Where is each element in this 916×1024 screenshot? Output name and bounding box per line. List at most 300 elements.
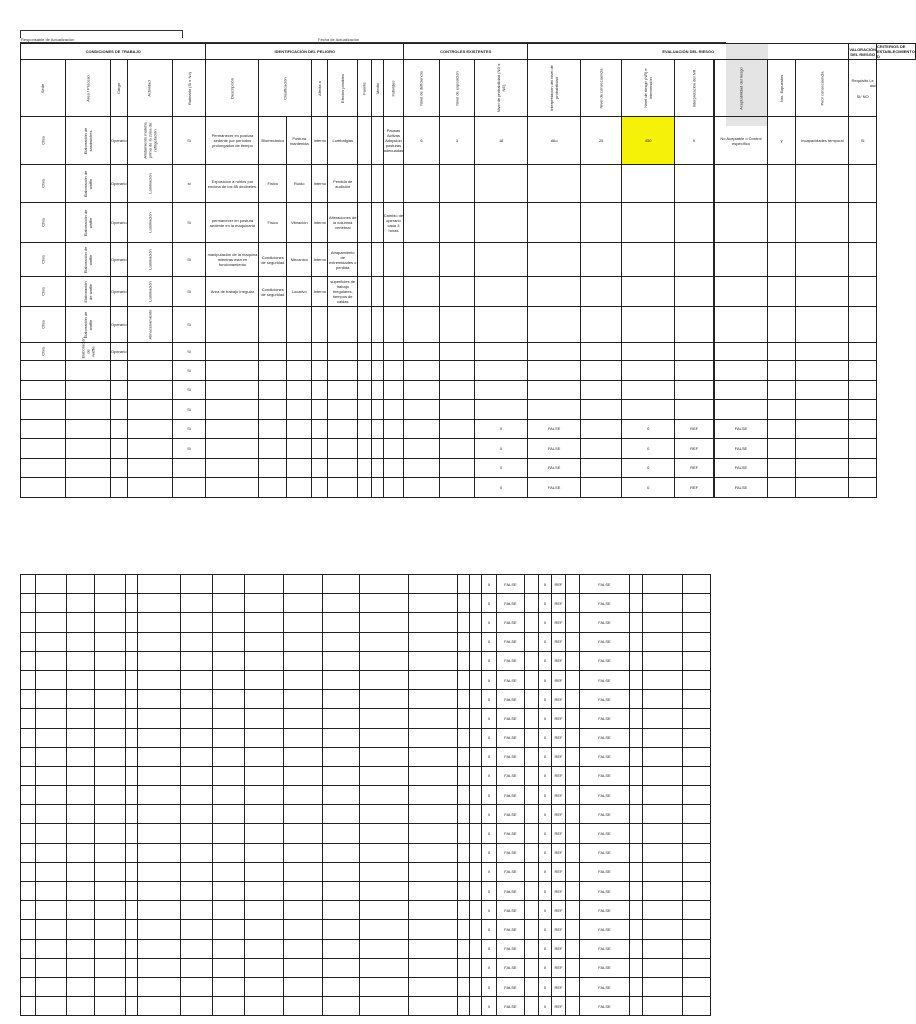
cell-req xyxy=(849,458,877,478)
cell-afecta xyxy=(245,824,284,843)
cell-sede xyxy=(21,882,36,901)
cell-efectos xyxy=(284,766,323,785)
cell-afecta xyxy=(312,400,328,420)
cell-clas2 xyxy=(213,939,245,958)
cell-interp: FALSE xyxy=(497,901,525,920)
cell-inr xyxy=(675,400,714,420)
cell-exp xyxy=(630,575,643,594)
cell-fuente xyxy=(323,958,360,977)
cell-cargo xyxy=(111,478,128,498)
cell-ne xyxy=(439,380,474,400)
cell-ne xyxy=(439,400,474,420)
cell-area xyxy=(36,843,67,862)
cell-efectos xyxy=(328,380,358,400)
cell-ne xyxy=(439,361,474,381)
cell-descripcion xyxy=(206,361,259,381)
cell-afecta xyxy=(245,575,284,594)
cell-afecta xyxy=(312,361,328,381)
table-row xyxy=(21,594,711,613)
cell-nr: 0 xyxy=(539,843,552,862)
cell-actividad xyxy=(127,400,172,420)
cell-fuente xyxy=(358,307,371,343)
cell-peor xyxy=(796,361,849,381)
cell-rutinario: Si xyxy=(172,419,206,439)
cell-text: Elaboración de waffle xyxy=(83,246,93,273)
cell-clasificacion xyxy=(181,651,213,670)
cell-nr: 450 xyxy=(622,117,675,165)
cell-np: 0 xyxy=(475,458,528,478)
cell-individuo xyxy=(409,843,458,862)
cell-ne xyxy=(470,862,482,881)
cell-req xyxy=(683,977,711,996)
cell-area xyxy=(36,882,67,901)
cell-req xyxy=(849,277,877,307)
cell-exp xyxy=(768,165,796,203)
cell-interp: FALSE xyxy=(497,670,525,689)
cell-sede xyxy=(21,843,36,862)
cell-efectos xyxy=(284,920,323,939)
cell-sede xyxy=(21,380,66,400)
cell-acept: FALSE xyxy=(580,901,630,920)
cell-acept: FALSE xyxy=(580,651,630,670)
cell-np: 0 xyxy=(482,786,497,805)
cell-nd xyxy=(404,307,439,343)
cell-inr: REF xyxy=(552,651,566,670)
cell-peor xyxy=(796,165,849,203)
cell-clasificacion xyxy=(181,613,213,632)
cell-efectos xyxy=(284,862,323,881)
cell-individuo: Cambio de operario cada 3 horas xyxy=(383,203,404,243)
cell-fuente xyxy=(358,243,371,277)
cell-np: 0 xyxy=(482,747,497,766)
cell-ne xyxy=(439,478,474,498)
cell-cargo xyxy=(67,766,95,785)
cell-ne: 3 xyxy=(439,117,474,165)
cell-efectos xyxy=(284,670,323,689)
table-row xyxy=(21,786,711,805)
cell-actividad xyxy=(127,165,172,203)
cell-inr: REF xyxy=(552,613,566,632)
cell-text: Chía xyxy=(40,136,46,145)
cell-area xyxy=(36,651,67,670)
cell-rutinario: si xyxy=(172,165,206,203)
cell-area xyxy=(66,203,111,243)
table-row xyxy=(21,709,711,728)
cell-exp xyxy=(630,690,643,709)
cell-nd xyxy=(458,862,470,881)
cell-inr: REF xyxy=(675,458,714,478)
cell-actividad xyxy=(127,243,172,277)
table-row xyxy=(21,824,711,843)
cell-descripcion xyxy=(138,997,181,1016)
cell-nr: 0 xyxy=(539,709,552,728)
cell-inr: II xyxy=(675,117,714,165)
cell-inr: REF xyxy=(552,862,566,881)
cell-actividad xyxy=(127,419,172,439)
cell-sede xyxy=(21,575,36,594)
cell-rutinario xyxy=(172,458,206,478)
cell-inr: REF xyxy=(552,670,566,689)
cell-clasificacion: Físico xyxy=(259,165,287,203)
cell-nc xyxy=(581,478,622,498)
cell-nc xyxy=(525,824,539,843)
cell-nd xyxy=(458,651,470,670)
col-header-descripcion xyxy=(206,60,259,117)
cell-descripcion xyxy=(138,690,181,709)
cell-exp xyxy=(768,361,796,381)
cell-peor xyxy=(643,920,683,939)
cell-np xyxy=(475,165,528,203)
cell-afecta xyxy=(312,380,328,400)
cell-req xyxy=(683,670,711,689)
cell-area xyxy=(36,862,67,881)
cell-afecta xyxy=(245,805,284,824)
risk-matrix-continuation-table xyxy=(20,574,711,1016)
cell-nd xyxy=(404,361,439,381)
cell-clas2 xyxy=(287,439,312,459)
table-row xyxy=(21,307,916,343)
cell-ne xyxy=(470,939,482,958)
cell-efectos xyxy=(284,709,323,728)
cell-area xyxy=(66,478,111,498)
cell-peor xyxy=(796,400,849,420)
cell-exp xyxy=(630,805,643,824)
fecha-label: Fecha de Actualización xyxy=(318,37,360,42)
cell-cargo xyxy=(111,400,128,420)
cell-actividad xyxy=(127,277,172,307)
cell-rutinario xyxy=(126,690,138,709)
cell-acept: FALSE xyxy=(580,958,630,977)
cell-nr: 0 xyxy=(539,651,552,670)
cell-nd xyxy=(458,977,470,996)
cell-cargo: Operario xyxy=(111,117,128,165)
cell-individuo xyxy=(383,277,404,307)
cell-ne xyxy=(439,277,474,307)
table-row xyxy=(21,901,711,920)
cell-nd xyxy=(404,439,439,459)
group-controles: CONTROLES EXISTENTES xyxy=(404,44,528,60)
cell-nd xyxy=(458,670,470,689)
cell-clas2 xyxy=(213,613,245,632)
cell-acept: FALSE xyxy=(580,709,630,728)
cell-inr: REF xyxy=(552,977,566,996)
cell-nc xyxy=(525,690,539,709)
cell-text: Elaboración de waffle xyxy=(83,209,93,236)
cell-descripcion xyxy=(138,939,181,958)
cell-req xyxy=(683,709,711,728)
cell-efectos xyxy=(328,458,358,478)
cell-medio xyxy=(360,939,409,958)
cell-nd xyxy=(458,709,470,728)
cell-clasificacion xyxy=(181,766,213,785)
cell-fuente xyxy=(323,901,360,920)
cell-afecta xyxy=(245,786,284,805)
col-header-consecuencia xyxy=(581,60,622,117)
cell-_g xyxy=(566,613,580,632)
cell-ne xyxy=(470,632,482,651)
cell-fuente xyxy=(323,920,360,939)
cell-nd xyxy=(458,786,470,805)
cell-afecta xyxy=(312,439,328,459)
cell-sede xyxy=(21,862,36,881)
cell-nc xyxy=(581,243,622,277)
cell-actividad xyxy=(95,651,126,670)
cell-text: Almacenamiento xyxy=(147,309,153,340)
cell-inr: REF xyxy=(552,882,566,901)
cell-_g xyxy=(566,882,580,901)
cell-peor xyxy=(643,901,683,920)
cell-ne xyxy=(470,997,482,1016)
cell-clas2 xyxy=(213,862,245,881)
cell-np: 0 xyxy=(482,632,497,651)
cell-interp: FALSE xyxy=(497,651,525,670)
cell-individuo xyxy=(409,786,458,805)
cell-nd xyxy=(458,997,470,1016)
cell-req xyxy=(683,575,711,594)
cell-medio xyxy=(371,439,383,459)
cell-clas2 xyxy=(213,882,245,901)
cell-nc xyxy=(581,203,622,243)
cell-clasificacion xyxy=(181,632,213,651)
cell-area xyxy=(66,277,111,307)
sino-label: SI/ NO xyxy=(856,93,869,99)
cell-fuente xyxy=(358,478,371,498)
cell-interp xyxy=(528,343,581,361)
cell-actividad xyxy=(95,882,126,901)
cell-nc xyxy=(525,594,539,613)
cell-nd xyxy=(458,690,470,709)
cell-exp xyxy=(630,824,643,843)
cell-efectos xyxy=(328,439,358,459)
cell-nc xyxy=(525,632,539,651)
cell-req xyxy=(683,690,711,709)
col-header-deficiencia xyxy=(404,60,439,117)
table-row xyxy=(21,277,916,307)
cell-actividad xyxy=(127,439,172,459)
cell-sede xyxy=(21,632,36,651)
cell-sede xyxy=(21,117,66,165)
cell-descripcion: Permanecer en postura sedente por periodos prolongados de tiempo xyxy=(206,117,259,165)
cell-clasificacion xyxy=(181,997,213,1016)
cell-individuo xyxy=(409,709,458,728)
cell-acept: FALSE xyxy=(715,439,768,459)
cell-rutinario xyxy=(126,747,138,766)
cell-clasificacion xyxy=(259,380,287,400)
cell-inr: REF xyxy=(552,690,566,709)
cell-inr xyxy=(675,343,714,361)
cell-_g xyxy=(566,632,580,651)
cell-clas2 xyxy=(213,843,245,862)
cell-sede xyxy=(21,690,36,709)
cell-afecta xyxy=(245,977,284,996)
cell-acept xyxy=(715,343,768,361)
cell-nd xyxy=(458,958,470,977)
cell-peor xyxy=(643,977,683,996)
cell-inr xyxy=(675,380,714,400)
cell-text: Laminación xyxy=(147,173,153,194)
cell-acept: No Aceptable o Control específico xyxy=(715,117,768,165)
cell-inr: REF xyxy=(552,920,566,939)
cell-individuo xyxy=(409,651,458,670)
cell-_g xyxy=(566,766,580,785)
cell-exp xyxy=(768,458,796,478)
cell-np: 0 xyxy=(482,920,497,939)
cell-clas2 xyxy=(213,997,245,1016)
cell-afecta xyxy=(312,419,328,439)
cell-area xyxy=(66,243,111,277)
cell-nr xyxy=(622,165,675,203)
cell-nr: 0 xyxy=(539,766,552,785)
cell-descripcion xyxy=(138,824,181,843)
cell-afecta xyxy=(245,882,284,901)
cell-clasificacion xyxy=(181,786,213,805)
cell-text: Chía xyxy=(40,218,46,227)
cell-clasificacion xyxy=(181,843,213,862)
cell-exp xyxy=(630,670,643,689)
cell-actividad xyxy=(127,343,172,361)
cell-np xyxy=(475,307,528,343)
cell-peor xyxy=(643,997,683,1016)
cell-acept: FALSE xyxy=(715,458,768,478)
cell-rutinario xyxy=(126,670,138,689)
cell-req xyxy=(849,439,877,459)
cell-nd xyxy=(404,165,439,203)
col-header-aceptabilidad xyxy=(715,60,768,117)
cell-efectos xyxy=(284,690,323,709)
cell-nr: 0 xyxy=(622,458,675,478)
cell-acept: FALSE xyxy=(580,594,630,613)
cell-efectos xyxy=(328,343,358,361)
cell-fuente xyxy=(323,670,360,689)
table-row xyxy=(21,117,916,165)
cell-efectos xyxy=(284,977,323,996)
cell-interp: FALSE xyxy=(497,997,525,1016)
cell-acept: FALSE xyxy=(580,690,630,709)
col-header-fuente xyxy=(358,60,371,117)
cell-peor xyxy=(796,243,849,277)
cell-medio xyxy=(360,997,409,1016)
cell-nc xyxy=(525,958,539,977)
cell-rutinario xyxy=(126,862,138,881)
cell-descripcion xyxy=(206,400,259,420)
cell-acept: FALSE xyxy=(580,862,630,881)
col-label-individuo: Individuo xyxy=(390,79,396,97)
col-label-sede: Sede xyxy=(40,83,46,93)
cell-rutinario xyxy=(126,575,138,594)
cell-nd xyxy=(404,243,439,277)
cell-exp xyxy=(630,977,643,996)
cell-sede xyxy=(21,439,66,459)
cell-clasificacion xyxy=(181,862,213,881)
cell-sede xyxy=(21,277,66,307)
cell-inr: REF xyxy=(552,939,566,958)
cell-exp xyxy=(630,747,643,766)
cell-fuente xyxy=(323,594,360,613)
cell-clas2 xyxy=(213,766,245,785)
cell-medio xyxy=(360,728,409,747)
cell-text: Elaboración de waffle xyxy=(83,280,93,303)
cell-actividad xyxy=(127,117,172,165)
cell-clas2 xyxy=(213,824,245,843)
cell-text: Elaboración de waffle xyxy=(83,311,93,338)
cell-nr: 0 xyxy=(539,824,552,843)
cell-acept: FALSE xyxy=(580,939,630,958)
table-row xyxy=(21,165,916,203)
cell-interp xyxy=(528,380,581,400)
cell-rutinario: Si xyxy=(172,439,206,459)
cell-clasificacion xyxy=(259,400,287,420)
cell-nr xyxy=(622,343,675,361)
cell-acept xyxy=(715,361,768,381)
cell-afecta xyxy=(245,901,284,920)
cell-text: Elaboración de sandwiches xyxy=(83,127,93,154)
cell-peor xyxy=(643,939,683,958)
cell-descripcion xyxy=(138,786,181,805)
cell-nc xyxy=(581,361,622,381)
cell-text: Elaboración de waffle xyxy=(80,337,96,359)
cell-area xyxy=(36,766,67,785)
cell-nr: 0 xyxy=(539,690,552,709)
cell-nc xyxy=(581,165,622,203)
cell-acept: FALSE xyxy=(715,478,768,498)
col-header-medio xyxy=(371,60,383,117)
cell-clas2 xyxy=(213,747,245,766)
cell-interp xyxy=(528,361,581,381)
cell-afecta xyxy=(245,997,284,1016)
col-header-rutinario xyxy=(172,60,206,117)
cell-area xyxy=(66,400,111,420)
cell-individuo xyxy=(383,400,404,420)
cell-individuo xyxy=(409,882,458,901)
cell-fuente xyxy=(358,343,371,361)
cell-_g xyxy=(566,786,580,805)
cell-individuo xyxy=(409,670,458,689)
col-label-expuestos: Nro. Expuestos xyxy=(779,74,785,102)
cell-cargo xyxy=(67,843,95,862)
col-label-probabilidad: Nivel de probabilidad (ND x NE) xyxy=(496,63,507,113)
cell-req: Si xyxy=(849,117,877,165)
cell-nd xyxy=(458,920,470,939)
cell-req xyxy=(683,920,711,939)
col-label-consecuencia: Nivel de consecuencia xyxy=(598,67,604,109)
cell-medio xyxy=(360,824,409,843)
cell-fuente xyxy=(358,165,371,203)
cell-actividad xyxy=(127,361,172,381)
cell-rutinario: Si xyxy=(172,277,206,307)
cell-medio xyxy=(360,977,409,996)
table-row xyxy=(21,439,916,459)
cell-efectos xyxy=(284,594,323,613)
cell-nc xyxy=(525,997,539,1016)
cell-individuo xyxy=(409,920,458,939)
cell-np xyxy=(475,343,528,361)
cell-fuente xyxy=(358,361,371,381)
cell-rutinario xyxy=(126,632,138,651)
cell-efectos: superficies de trabajo irregulares, tiempos de caidas xyxy=(328,277,358,307)
cell-rutinario xyxy=(126,882,138,901)
col-header-interp_nr xyxy=(675,60,714,117)
cell-efectos: Lumbalgias xyxy=(328,117,358,165)
cell-area xyxy=(36,709,67,728)
col-header-expuestos xyxy=(768,60,796,117)
cell-fuente xyxy=(323,805,360,824)
cell-area xyxy=(36,920,67,939)
cell-clas2: Postura mantenida xyxy=(287,117,312,165)
cell-sede xyxy=(21,458,66,478)
col-label-descripcion: Descripción xyxy=(229,77,235,99)
cell-efectos xyxy=(284,613,323,632)
cell-rutinario: Si xyxy=(172,243,206,277)
